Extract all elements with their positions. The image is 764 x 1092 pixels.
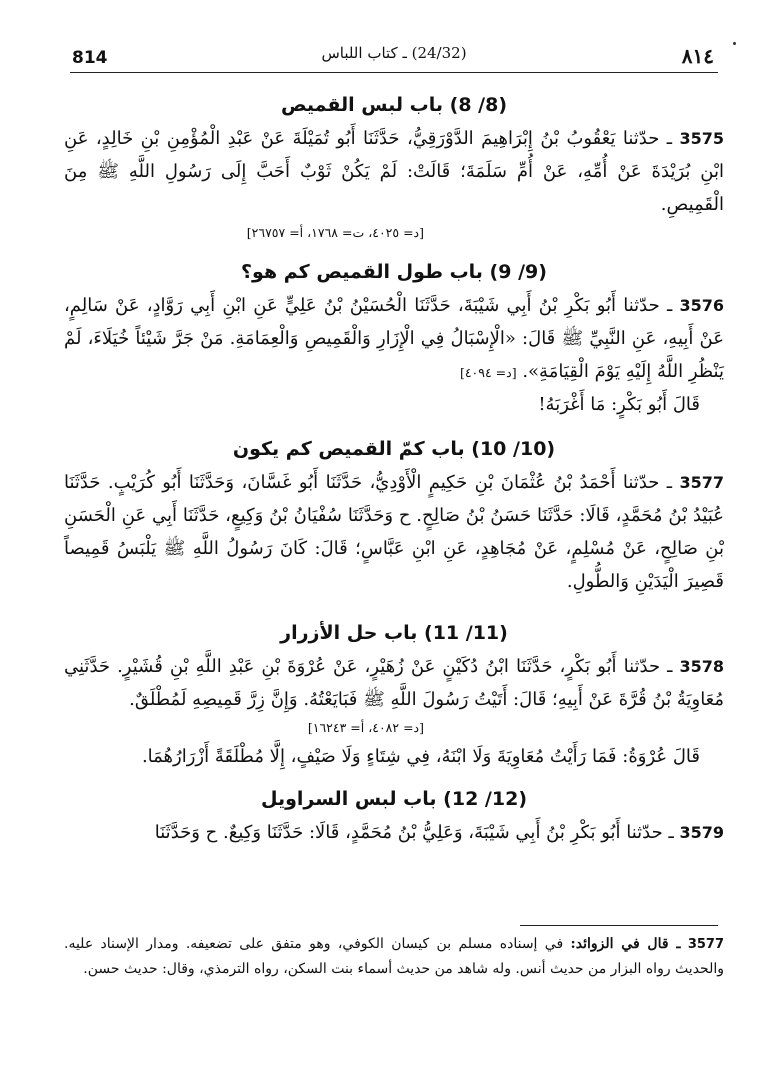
hadith-number: 3577 [679,473,724,492]
hadith-text: ـ حدّثنا يَعْقُوبُ بْنُ إِبْرَاهِيمَ الدَّوْرَقِيُّ، حَدَّثَنَا أَبُو تُمَيْلَةَ عَنْ عَبْدِ الْمُؤْمِنِ بْنِ خَالِدٍ، عَنِ ابْنِ بُرَيْدَةَ عَنْ أُمِّهِ، عَنْ أُمِّ سَلَمَةَ؛ قَالَتْ: لَمْ يَكُنْ ثَوْبٌ أَحَبَّ إِلَى رَسُولِ اللَّهِ ﷺ مِنَ الْقَمِيصِ. [64,128,724,215]
page-number-arabic: ٨١٤ [681,44,714,68]
hadith-text: ـ حدّثنا أَبُو بَكْرِ بْنُ أَبِي شَيْبَةَ، وَعَلِيُّ بْنُ مُحَمَّدٍ، قَالَا: حَدَّثَنَا وَكِيعٌ. ح وَحَدَّثَنَا [154,822,674,843]
page-number-latin: 814 [72,48,108,68]
hadith-reference: [د= ٤٠٩٤] [459,365,517,380]
chapter-heading: (9/ 9) باب طول القميص كم هو؟ [241,261,547,283]
footnote-number: 3577 [687,937,725,952]
hadith-paragraph [64,650,724,716]
hadith-text: ـ حدّثنا أَبُو بَكْرِ بْنُ أَبِي شَيْبَةَ، حَدَّثَنَا الْحُسَيْنُ بْنُ عَلِيٍّ عَنِ ابْنِ أَبِي رَوَّادٍ، عَنْ سَالِمٍ، عَنْ أَبِيهِ، عَنِ النَّبِيِّ ﷺ قَالَ: «الْإِسْبَالُ فِي الْإِزَارِ وَالْقَمِيصِ وَالْعِمَامَةِ. مَنْ جَرَّ شَيْئاً خُيَلَاءَ، لَمْ يَنْظُرِ اللَّهُ إِلَيْهِ يَوْمَ الْقِيَامَةِ». [64,295,724,382]
footnote [64,932,724,982]
hadith-number: 3579 [679,823,724,842]
hadith-paragraph [64,122,724,221]
hadith-text: ـ حدّثنا أَحْمَدُ بْنُ عُثْمَانَ بْنِ حَكِيمٍ الْأَوْدِيُّ، حَدَّثَنَا أَبُو غَسَّانَ، وَحَدَّثَنَا أَبُو كُرَيْبٍ. حَدَّثَنَا عُبَيْدُ بْنُ مُحَمَّدٍ، قَالَا: حَدَّثَنَا حَسَنُ بْنُ صَالِحٍ. ح وَحَدَّثَنَا سُفْيَانُ بْنُ وَكِيعٍ، حَدَّثَنَا أَبِي عَنِ الْحَسَنِ بْنِ صَالِحٍ، عَنْ مُسْلِمٍ، عَنْ مُجَاهِدٍ، عَنِ ابْنِ عَبَّاسٍ؛ قَالَ: كَانَ رَسُولُ اللَّهِ ﷺ يَلْبَسُ قَمِيصاً قَصِيرَ الْيَدَيْنِ وَالطُّولِ. [64,472,724,592]
chapter-heading: (10/ 10) باب كمّ القميص كم يكون [232,438,556,460]
footnote-rule [520,925,718,926]
hadith-paragraph [64,466,724,598]
hadith-remark: قَالَ عُرْوَةُ: فَمَا رَأَيْتُ مُعَاوِيَةَ وَلَا ابْنَهُ، فِي شِتَاءٍ وَلَا صَيْفٍ، إِلَّا مُطْلَقَةً أَزْرَارُهُمَا. [141,746,700,767]
main-text [64,88,724,849]
hadith-number: 3578 [679,657,724,676]
hadith-remark: قَالَ أَبُو بَكْرٍ: مَا أَغْرَبَهُ! [538,394,700,415]
footnote-heading: ـ قال في الزوائد: [570,936,681,952]
section [64,616,724,774]
hadith-paragraph [64,289,724,388]
hadith-text: ـ حدّثنا أَبُو بَكْرٍ، حَدَّثَنَا ابْنُ دُكَيْنٍ عَنْ زُهَيْرٍ، عَنْ عُرْوَةَ بْنِ عَبْدِ اللَّهِ بْنِ قُشَيْرٍ. حَدَّثَنِي مُعَاوِيَةُ بْنُ قُرَّةَ عَنْ أَبِيهِ؛ قَالَ: أَتَيْتُ رَسُولَ اللَّهِ ﷺ فَبَايَعْتُهُ. وَإِنَّ زِرَّ قَمِيصِهِ لَمُطْلَقٌ. [64,656,724,710]
hadith-reference: [د= ٤٠٢٥، ت= ١٧٦٨، أ= ٢٦٧٥٧] [246,225,424,240]
section [64,782,724,849]
hadith-paragraph [64,816,724,849]
page-header [70,38,718,73]
section [64,432,724,598]
footnote-text: في إسناده مسلم بن كيسان الكوفي، وهو متفق على تضعيفه. ومدار الإسناد عليه. والحديث رواه البزار من حديث أنس. وله شاهد من حديث أسماء بنت السكن، رواه الترمذي، وقال: حديث حسن. [64,936,724,977]
section [64,88,724,245]
hadith-number: 3575 [679,129,724,148]
chapter-heading: (11/ 11) باب حل الأزرار [280,622,508,644]
hadith-number: 3576 [679,296,724,315]
margin-dot [733,42,736,45]
chapter-heading: (8/ 8) باب لبس القميص [280,94,508,116]
hadith-reference: [د= ٤٠٨٢، أ= ١٦٢٤٣] [307,720,424,735]
section [64,255,724,422]
chapter-heading: (12/ 12) باب لبس السراويل [260,788,527,810]
running-title: (24/32) ـ كتاب اللباس [321,44,467,62]
